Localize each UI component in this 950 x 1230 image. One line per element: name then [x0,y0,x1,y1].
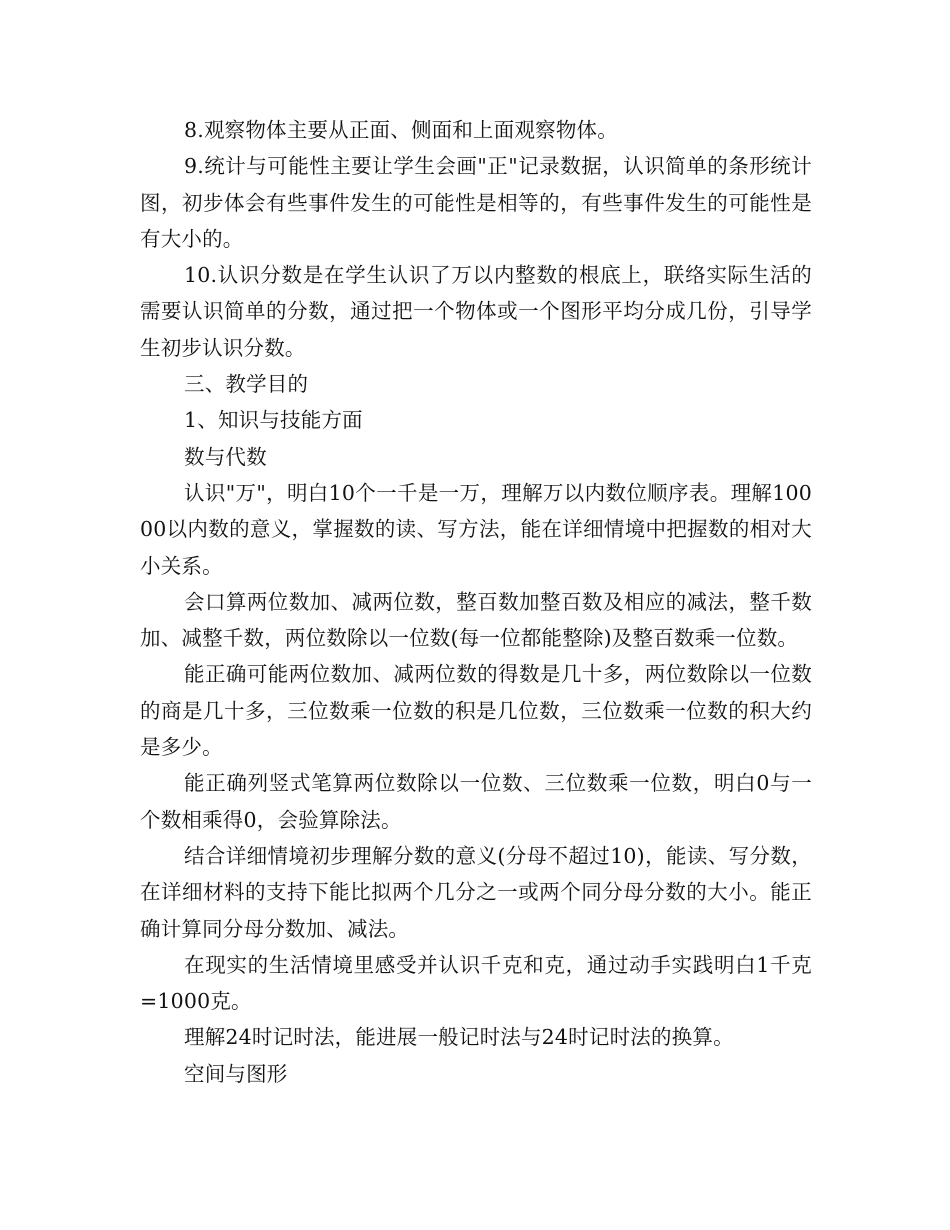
paragraph-ten-thousand: 认识"万"，明白10个一千是一万，理解万以内数位顺序表。理解10000以内数的意义，掌握数的读、写方法，能在详细情境中把握数的相对大小关系。 [140,480,812,578]
subsection-heading-knowledge-skills: 1、知识与技能方面 [184,408,363,433]
paragraph-fraction-meaning: 结合详细情境初步理解分数的意义(分母不超过10)，能读、写分数，在详细材料的支持下能比拟两个几分之一或两个同分母分数的大小。能正确计算同分母分数加、减法。 [140,843,812,941]
paragraph-item-10-fractions: 10.认识分数是在学生认识了万以内整数的根底上，联络实际生活的需要认识简单的分数，通过把一个物体或一个图形平均分成几份，引导学生初步认识分数。 [140,263,812,360]
topic-heading-space-shapes: 空间与图形 [184,1061,288,1086]
paragraph-written-calculation: 能正确列竖式笔算两位数除以一位数、三位数乘一位数，明白0与一个数相乘得0，会验算除法。 [140,771,812,832]
topic-heading-numbers-algebra: 数与代数 [184,444,267,469]
paragraph-24-hour-time: 理解24时记时法，能进展一般记时法与24时记时法的换算。 [184,1025,734,1050]
paragraph-item-9-statistics: 9.统计与可能性主要让学生会画"正"记录数据，认识简单的条形统计图，初步体会有些事件发生的可能性是相等的，有些事件发生的可能性是有大小的。 [140,154,812,251]
paragraph-item-8-observation: 8.观察物体主要从正面、侧面和上面观察物体。 [184,118,618,142]
document-body [140,112,812,1092]
paragraph-estimation: 能正确可能两位数加、减两位数的得数是几十多，两位数除以一位数的商是几十多，三位数乘一位数的积是几位数，三位数乘一位数的积大约是多少。 [140,662,812,760]
paragraph-mental-arithmetic: 会口算两位数加、减两位数，整百数加整百数及相应的减法，整千数加、减整千数，两位数除以一位数(每一位都能整除)及整百数乘一位数。 [140,589,812,651]
section-heading-teaching-goals: 三、教学目的 [184,372,309,397]
paragraph-kilogram-gram: 在现实的生活情境里感受并认识千克和克，通过动手实践明白1千克=1000克。 [140,952,812,1014]
